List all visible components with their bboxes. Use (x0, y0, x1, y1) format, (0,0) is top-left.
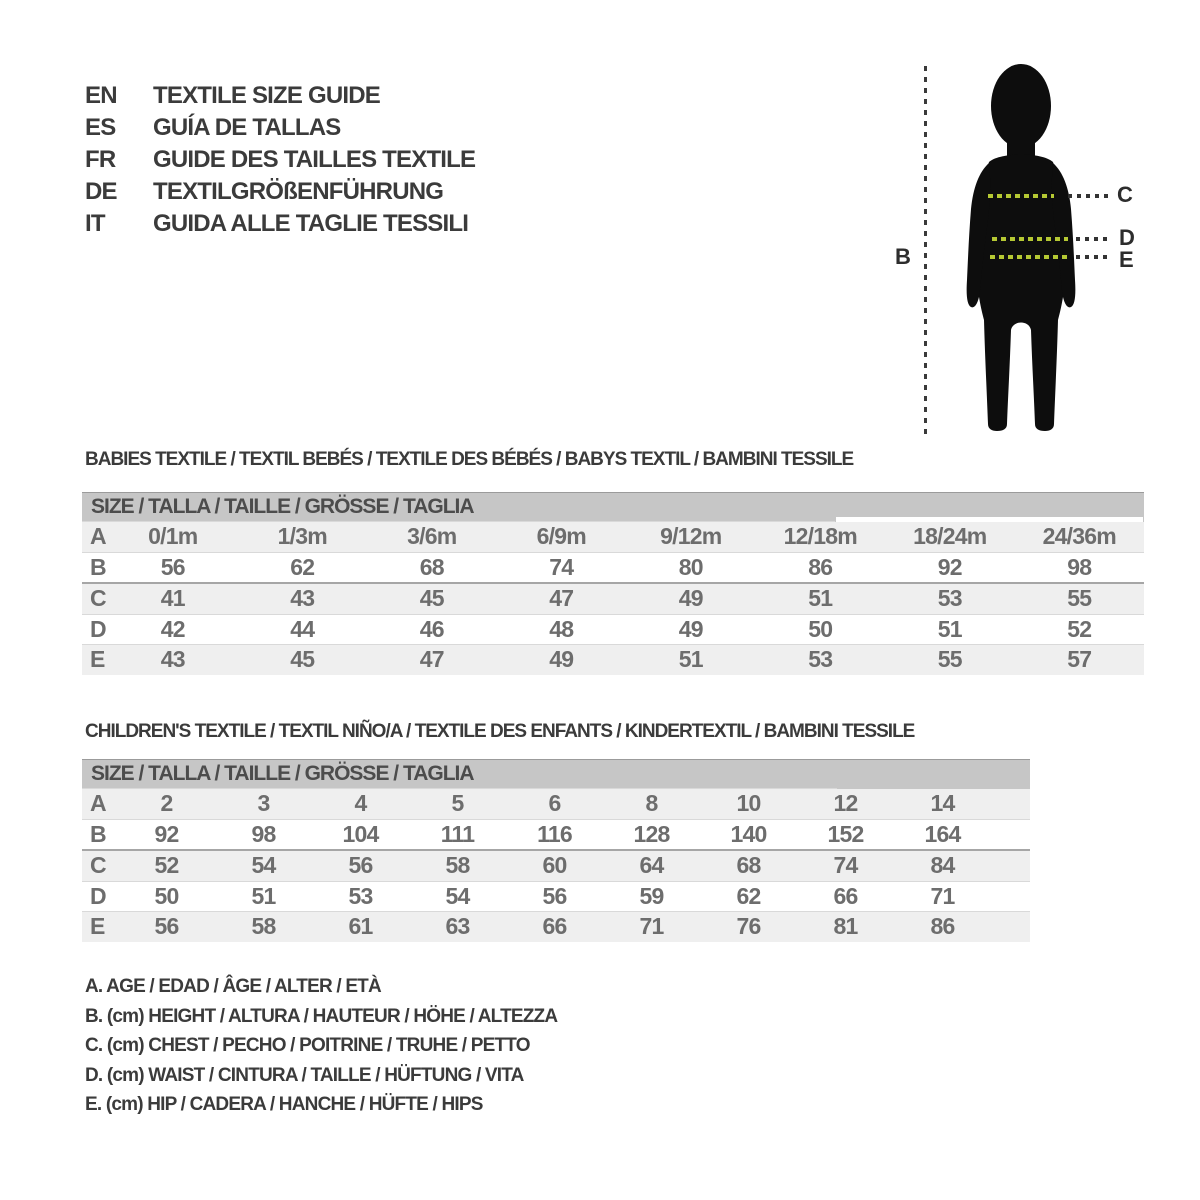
size-cell: 68 (700, 850, 797, 881)
children-size-table (82, 788, 1030, 942)
size-cell: 86 (756, 552, 886, 583)
language-row-en (85, 80, 475, 112)
size-cell: 53 (756, 645, 886, 675)
size-cell: 6/9m (497, 522, 627, 553)
chest-pointer-line (1068, 194, 1108, 198)
spacer-cell (991, 819, 1030, 850)
size-cell: 50 (756, 614, 886, 645)
size-row-e (82, 645, 1144, 675)
size-cell: 12/18m (756, 522, 886, 553)
size-cell: 164 (894, 819, 991, 850)
size-cell: 68 (367, 552, 497, 583)
size-cell: 84 (894, 850, 991, 881)
size-cell: 43 (238, 583, 368, 614)
height-label: B (895, 244, 911, 269)
size-cell: 58 (409, 850, 506, 881)
size-cell: 54 (215, 850, 312, 881)
size-cell: 98 (215, 819, 312, 850)
row-label: B (82, 819, 118, 850)
size-cell: 53 (885, 583, 1015, 614)
size-cell: 1/3m (238, 522, 368, 553)
size-cell: 55 (1015, 583, 1145, 614)
size-row-d (82, 614, 1144, 645)
size-cell: 56 (118, 912, 215, 942)
hip-measure-line (990, 255, 1070, 259)
size-cell: 9/12m (626, 522, 756, 553)
size-cell: 62 (700, 881, 797, 912)
size-cell: 53 (312, 881, 409, 912)
size-cell: 81 (797, 912, 894, 942)
waist-pointer-line (1076, 237, 1108, 241)
language-title: TEXTILGRÖßENFÜHRUNG (153, 178, 444, 205)
language-code: EN (85, 82, 117, 109)
language-title: TEXTILE SIZE GUIDE (153, 82, 380, 109)
size-cell: 51 (215, 881, 312, 912)
size-cell: 62 (238, 552, 368, 583)
size-cell: 18/24m (885, 522, 1015, 553)
size-cell: 80 (626, 552, 756, 583)
size-cell: 52 (118, 850, 215, 881)
legend-age: A. AGE / EDAD / ÂGE / ALTER / ETÀ (85, 976, 381, 997)
size-cell: 92 (885, 552, 1015, 583)
language-code: IT (85, 210, 105, 237)
size-cell: 49 (626, 583, 756, 614)
size-cell: 42 (108, 614, 238, 645)
size-row-e (82, 912, 1030, 942)
size-cell: 56 (108, 552, 238, 583)
size-cell: 86 (894, 912, 991, 942)
row-label: B (82, 552, 108, 583)
size-cell: 3 (215, 789, 312, 820)
size-row-a (82, 522, 1144, 553)
size-cell: 14 (894, 789, 991, 820)
row-label: D (82, 881, 118, 912)
size-cell: 66 (797, 881, 894, 912)
children-section-title: CHILDREN'S TEXTILE / TEXTIL NIÑO/A / TEXTILE DES ENFANTS / KINDERTEXTIL / BAMBINI TESSILE (85, 721, 915, 742)
spacer-cell (991, 850, 1030, 881)
measurement-legend (85, 972, 557, 1120)
language-list (85, 80, 475, 240)
size-cell: 45 (238, 645, 368, 675)
size-cell: 47 (367, 645, 497, 675)
chest-measure-line (988, 194, 1054, 198)
size-cell: 49 (626, 614, 756, 645)
size-cell: 48 (497, 614, 627, 645)
size-cell: 64 (603, 850, 700, 881)
size-cell: 71 (894, 881, 991, 912)
size-cell: 44 (238, 614, 368, 645)
size-cell: 54 (409, 881, 506, 912)
waist-measure-line (992, 237, 1068, 241)
size-cell: 6 (506, 789, 603, 820)
size-cell: 111 (409, 819, 506, 850)
size-row-c (82, 583, 1144, 614)
size-row-d (82, 881, 1030, 912)
size-cell: 74 (797, 850, 894, 881)
size-cell: 56 (506, 881, 603, 912)
size-cell: 51 (756, 583, 886, 614)
spacer-cell (991, 881, 1030, 912)
size-cell: 61 (312, 912, 409, 942)
children-size-header: SIZE / TALLA / TAILLE / GRÖSSE / TAGLIA (82, 759, 1030, 788)
language-row-fr (85, 144, 475, 176)
language-row-it (85, 208, 475, 240)
size-cell: 104 (312, 819, 409, 850)
size-cell: 43 (108, 645, 238, 675)
size-cell: 8 (603, 789, 700, 820)
babies-size-table (82, 521, 1144, 675)
size-cell: 2 (118, 789, 215, 820)
size-cell: 46 (367, 614, 497, 645)
size-cell: 71 (603, 912, 700, 942)
size-cell: 45 (367, 583, 497, 614)
size-cell: 41 (108, 583, 238, 614)
size-cell: 128 (603, 819, 700, 850)
legend-chest: C. (cm) CHEST / PECHO / POITRINE / TRUHE / PETTO (85, 1035, 530, 1057)
size-cell: 152 (797, 819, 894, 850)
size-cell: 52 (1015, 614, 1145, 645)
language-row-de (85, 176, 475, 208)
size-cell: 12 (797, 789, 894, 820)
language-code: ES (85, 114, 116, 141)
size-row-b (82, 819, 1030, 850)
language-title: GUIDA ALLE TAGLIE TESSILI (153, 210, 469, 237)
size-row-b (82, 552, 1144, 583)
size-cell: 0/1m (108, 522, 238, 553)
size-cell: 51 (626, 645, 756, 675)
size-cell: 50 (118, 881, 215, 912)
hip-label: E (1119, 247, 1134, 272)
row-label: D (82, 614, 108, 645)
size-cell: 51 (885, 614, 1015, 645)
size-cell: 24/36m (1015, 522, 1145, 553)
size-cell: 63 (409, 912, 506, 942)
size-cell: 140 (700, 819, 797, 850)
babies-section-title: BABIES TEXTILE / TEXTIL BEBÉS / TEXTILE DES BÉBÉS / BABYS TEXTIL / BAMBINI TESSILE (85, 449, 854, 470)
height-measure-line (924, 66, 927, 434)
babies-size-header: SIZE / TALLA / TAILLE / GRÖSSE / TAGLIA (82, 492, 1144, 521)
legend-hip: E. (cm) HIP / CADERA / HANCHE / HÜFTE / HIPS (85, 1094, 483, 1116)
row-label: A (82, 789, 118, 820)
size-cell: 3/6m (367, 522, 497, 553)
size-cell: 56 (312, 850, 409, 881)
size-cell: 10 (700, 789, 797, 820)
child-silhouette-icon (962, 62, 1080, 434)
row-label: E (82, 645, 108, 675)
size-cell: 49 (497, 645, 627, 675)
language-row-es (85, 112, 475, 144)
language-title: GUÍA DE TALLAS (153, 114, 341, 141)
row-label: A (82, 522, 108, 553)
size-cell: 55 (885, 645, 1015, 675)
size-cell: 5 (409, 789, 506, 820)
chest-label: C (1117, 182, 1133, 207)
legend-height: B. (cm) HEIGHT / ALTURA / HAUTEUR / HÖHE / ALTEZZA (85, 1005, 558, 1027)
size-cell: 92 (118, 819, 215, 850)
size-cell: 76 (700, 912, 797, 942)
size-row-a (82, 789, 1030, 820)
size-cell: 74 (497, 552, 627, 583)
hip-pointer-line (1076, 255, 1108, 259)
row-label: C (82, 583, 108, 614)
waist-label: D (1119, 225, 1135, 250)
size-cell: 58 (215, 912, 312, 942)
size-row-c (82, 850, 1030, 881)
size-cell: 66 (506, 912, 603, 942)
size-cell: 47 (497, 583, 627, 614)
language-code: FR (85, 146, 116, 173)
legend-waist: D. (cm) WAIST / CINTURA / TAILLE / HÜFTUNG / VITA (85, 1064, 524, 1086)
row-label: C (82, 850, 118, 881)
size-cell: 60 (506, 850, 603, 881)
size-cell: 59 (603, 881, 700, 912)
row-label: E (82, 912, 118, 942)
size-cell: 98 (1015, 552, 1145, 583)
size-cell: 57 (1015, 645, 1145, 675)
size-cell: 4 (312, 789, 409, 820)
spacer-cell (991, 789, 1030, 820)
language-code: DE (85, 178, 117, 205)
spacer-cell (991, 912, 1030, 942)
language-title: GUIDE DES TAILLES TEXTILE (153, 146, 476, 173)
size-cell: 116 (506, 819, 603, 850)
